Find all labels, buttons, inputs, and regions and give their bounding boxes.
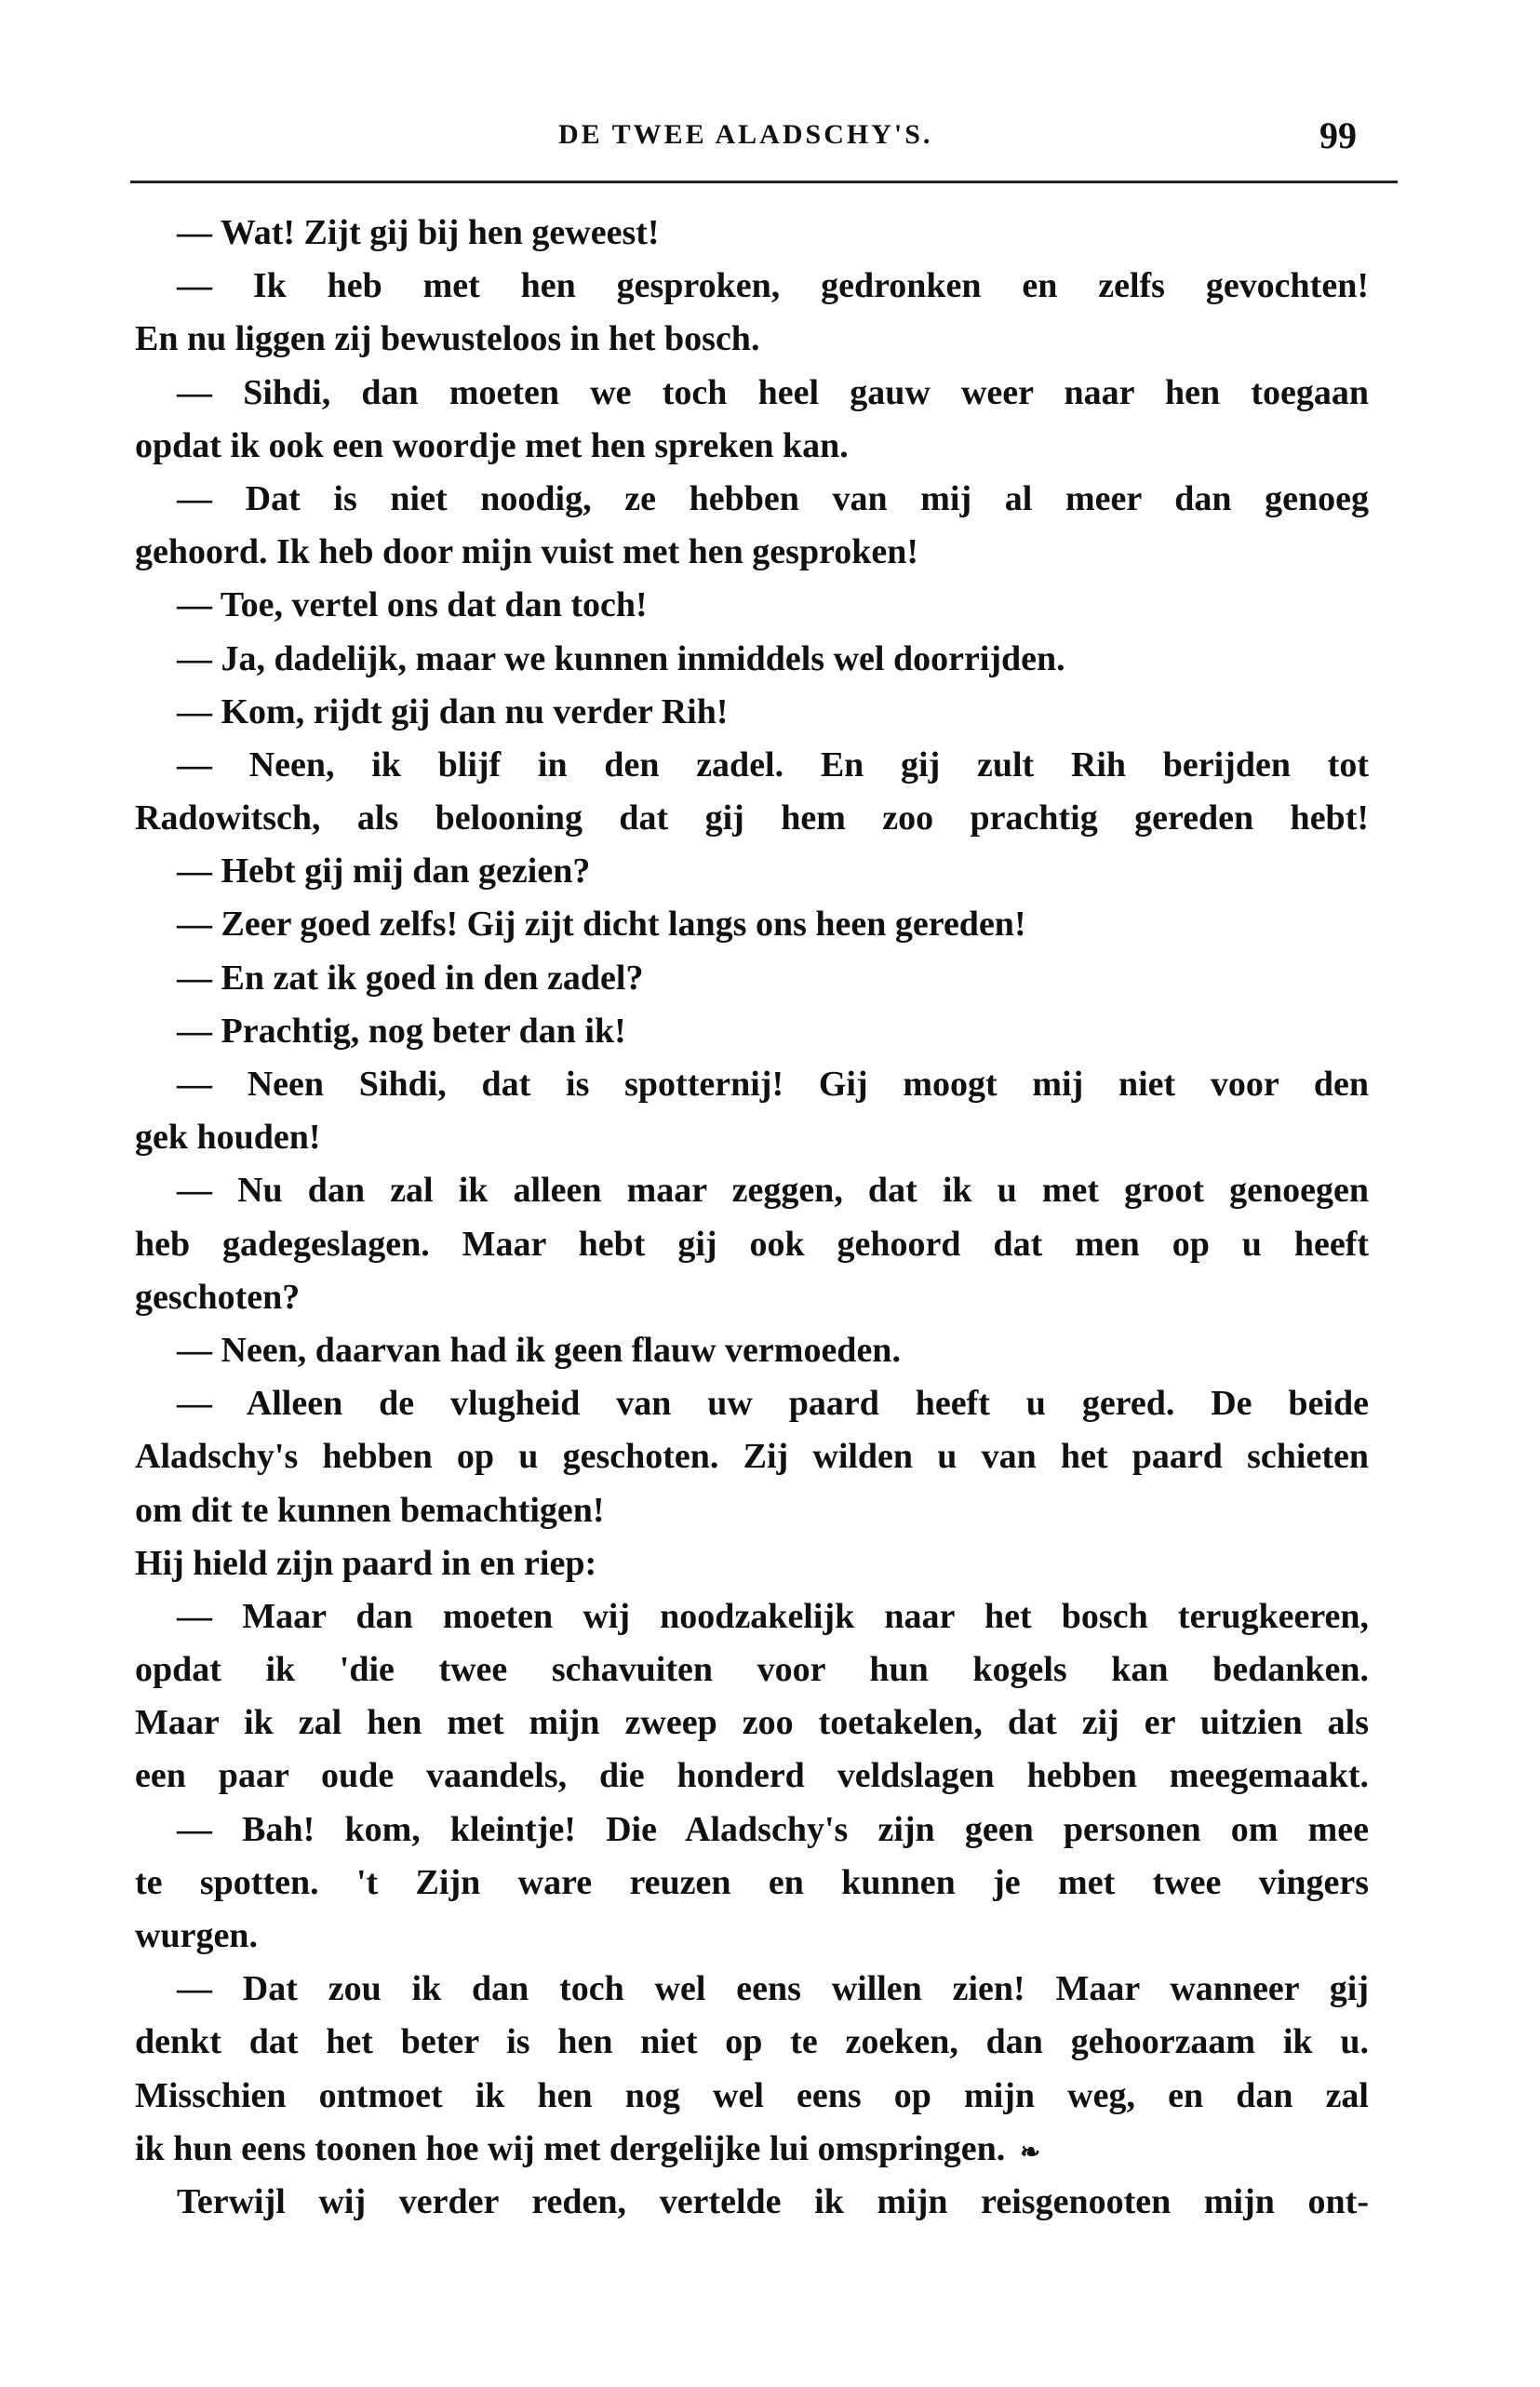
text-line: een paar oude vaandels, die honderd veldslagen hebben meegemaakt.	[135, 1756, 1369, 1796]
text-line: — Toe, vertel ons dat dan toch!	[177, 585, 648, 625]
text-line: Hij hield zijn paard in en riep:	[135, 1543, 597, 1583]
text-line: heb gadegeslagen. Maar hebt gij ook gehoord dat men op u heeft	[135, 1224, 1369, 1264]
text-line: — Wat! Zijt gij bij hen geweest!	[177, 213, 660, 252]
text-line-with-ornament	[135, 2123, 1369, 2176]
text-line: geschoten?	[135, 1277, 301, 1317]
text-line: opdat ik 'die twee schavuiten voor hun kogels kan bedanken.	[135, 1650, 1369, 1690]
text-line: — Hebt gij mij dan gezien?	[177, 852, 591, 892]
text-line: denkt dat het beter is hen niet op te zoeken, dan gehoorzaam ik u.	[135, 2022, 1369, 2062]
text-line: Maar ik zal hen met mijn zweep zoo toetakelen, dat zij er uitzien als	[135, 1703, 1369, 1743]
text-line: gehoord. Ik heb door mijn vuist met hen gesproken!	[135, 532, 919, 572]
text-line: — Bah! kom, kleintje! Die Aladschy's zijn geen personen om mee	[177, 1809, 1369, 1849]
text-line: — Maar dan moeten wij noodzakelijk naar het bosch terugkeeren,	[177, 1596, 1369, 1636]
text-line: Radowitsch, als belooning dat gij hem zoo prachtig gereden hebt!	[135, 798, 1369, 838]
text-line: — Dat is niet noodig, ze hebben van mij al meer dan genoeg	[177, 478, 1369, 518]
text-line: — Dat zou ik dan toch wel eens willen zien! Maar wanneer gij	[177, 1969, 1369, 2009]
text-line: — Prachtig, nog beter dan ik!	[177, 1011, 626, 1051]
text-line: om dit te kunnen bemachtigen!	[135, 1490, 605, 1530]
text-line: — Sihdi, dan moeten we toch heel gauw weer naar hen toegaan	[177, 372, 1369, 412]
body-text	[135, 207, 1369, 2229]
text-line: — Ik heb met hen gesproken, gedronken en zelfs gevochten!	[177, 266, 1369, 306]
page-number: 99	[1319, 114, 1357, 156]
section-ornament-icon: ❧	[1020, 2138, 1041, 2166]
text-line: — Neen Sihdi, dat is spotternij! Gij moogt mij niet voor den	[177, 1065, 1369, 1104]
text-line: Aladschy's hebben op u geschoten. Zij wilden u van het paard schieten	[135, 1437, 1369, 1477]
text-line: En nu liggen zij bewusteloos in het bosch.	[135, 319, 760, 359]
header-rule	[130, 181, 1398, 183]
text-line: — Kom, rijdt gij dan nu verder Rih!	[177, 691, 729, 731]
text-line: opdat ik ook een woordje met hen spreken kan.	[135, 425, 849, 465]
text-line: — Neen, daarvan had ik geen flauw vermoeden.	[177, 1330, 901, 1370]
text-line: — Nu dan zal ik alleen maar zeggen, dat ik u met groot genoegen	[177, 1171, 1369, 1211]
text-line: te spotten. 't Zijn ware reuzen en kunnen je met twee vingers	[135, 1862, 1369, 1902]
text-line: — En zat ik goed in den zadel?	[177, 958, 644, 998]
text-line: Misschien ontmoet ik hen nog wel eens op mijn weg, en dan zal	[135, 2075, 1369, 2115]
text-line: — Zeer goed zelfs! Gij zijt dicht langs ons heen gereden!	[177, 905, 1026, 945]
text-line: Terwijl wij verder reden, vertelde ik mijn reisgenooten mijn ont-	[177, 2181, 1369, 2221]
text-line: — Ja, dadelijk, maar we kunnen inmiddels wel doorrijden.	[177, 638, 1065, 678]
text-line: ik hun eens toonen hoe wij met dergelijke lui omspringen.	[135, 2128, 1006, 2168]
running-title: DE TWEE ALADSCHY'S.	[558, 119, 933, 150]
text-line: gek houden!	[135, 1118, 321, 1158]
text-line: — Alleen de vlugheid van uw paard heeft u gered. De beide	[177, 1384, 1369, 1424]
text-line: wurgen.	[135, 1916, 258, 1955]
text-line: — Neen, ik blijf in den zadel. En gij zult Rih berijden tot	[177, 744, 1369, 784]
